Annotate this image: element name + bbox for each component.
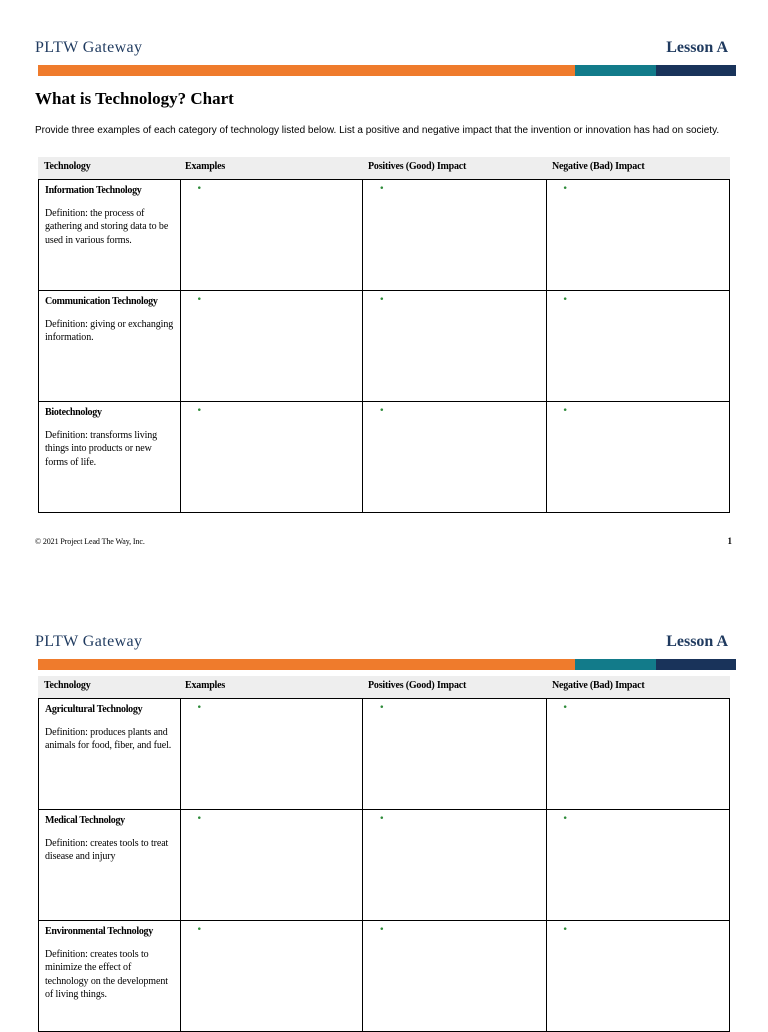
bullet-icon: • xyxy=(196,703,202,713)
bullet-icon: • xyxy=(562,925,568,935)
positives-cell[interactable] xyxy=(362,699,545,809)
bullet-icon: • xyxy=(379,703,385,713)
bullet-icon: • xyxy=(196,295,202,305)
table-row xyxy=(38,921,730,1032)
bullet-icon: • xyxy=(562,814,568,824)
column-header-technology: Technology xyxy=(44,161,91,172)
technology-definition: Definition: produces plants and animals for food, fiber, and fuel. xyxy=(45,726,172,751)
bullet-icon: • xyxy=(562,406,568,416)
table-row xyxy=(38,699,730,810)
table-header-row xyxy=(38,157,730,180)
technology-definition: Definition: giving or exchanging information. xyxy=(45,318,174,343)
positives-cell[interactable] xyxy=(362,921,545,1031)
column-header-positives: Positives (Good) Impact xyxy=(368,161,467,172)
technology-cell xyxy=(39,402,180,512)
bar-orange-segment xyxy=(38,65,575,76)
technology-name: Communication Technology xyxy=(45,296,158,307)
column-header-examples: Examples xyxy=(185,680,226,691)
technology-name: Biotechnology xyxy=(45,407,102,418)
technology-cell xyxy=(39,180,180,290)
bar-orange-segment xyxy=(38,659,575,670)
positives-cell[interactable] xyxy=(362,402,545,512)
table-row xyxy=(38,291,730,402)
negatives-cell[interactable] xyxy=(546,810,729,920)
bullet-icon: • xyxy=(562,703,568,713)
column-header-technology: Technology xyxy=(44,680,91,691)
bullet-icon: • xyxy=(562,184,568,194)
header-lesson: Lesson A xyxy=(666,39,728,56)
examples-cell[interactable] xyxy=(180,402,362,512)
bar-navy-segment xyxy=(656,659,736,670)
negatives-cell[interactable] xyxy=(546,402,729,512)
column-header-negatives: Negative (Bad) Impact xyxy=(552,161,645,172)
bullet-icon: • xyxy=(379,925,385,935)
technology-definition: Definition: creates tools to treat disease and injury xyxy=(45,837,169,862)
positives-cell[interactable] xyxy=(362,291,545,401)
positives-cell[interactable] xyxy=(362,810,545,920)
technology-cell xyxy=(39,291,180,401)
technology-name: Information Technology xyxy=(45,185,142,196)
bar-navy-segment xyxy=(656,65,736,76)
column-header-negatives: Negative (Bad) Impact xyxy=(552,680,645,691)
technology-cell xyxy=(39,810,180,920)
header-color-bar xyxy=(38,659,736,670)
header-course-name: PLTW Gateway xyxy=(35,633,143,650)
bullet-icon: • xyxy=(196,184,202,194)
header-color-bar xyxy=(38,65,736,76)
bullet-icon: • xyxy=(379,184,385,194)
examples-cell[interactable] xyxy=(180,180,362,290)
column-header-examples: Examples xyxy=(185,161,226,172)
bullet-icon: • xyxy=(379,406,385,416)
bullet-icon: • xyxy=(196,814,202,824)
technology-chart-table xyxy=(38,157,730,513)
technology-chart-table xyxy=(38,676,730,1032)
instructions: Provide three examples of each category of technology listed below. List a positive and negative impact that the invention or innovation has had on society. xyxy=(35,125,720,136)
technology-definition: Definition: creates tools to minimize the effect of technology on the development of living things. xyxy=(45,948,168,1000)
page-number: 1 xyxy=(727,536,732,546)
page-2 xyxy=(0,594,768,1024)
bullet-icon: • xyxy=(196,925,202,935)
bullet-icon: • xyxy=(379,295,385,305)
examples-cell[interactable] xyxy=(180,699,362,809)
technology-cell xyxy=(39,921,180,1031)
table-row xyxy=(38,180,730,291)
technology-definition: Definition: the process of gathering and storing data to be used in various forms. xyxy=(45,207,169,246)
table-row xyxy=(38,810,730,921)
copyright-footer: © 2021 Project Lead The Way, Inc. xyxy=(35,537,145,546)
page-title: What is Technology? Chart xyxy=(35,89,234,108)
table-row xyxy=(38,402,730,513)
negatives-cell[interactable] xyxy=(546,180,729,290)
examples-cell[interactable] xyxy=(180,810,362,920)
technology-name: Agricultural Technology xyxy=(45,704,143,715)
header-course-name: PLTW Gateway xyxy=(35,39,143,56)
bullet-icon: • xyxy=(562,295,568,305)
technology-name: Medical Technology xyxy=(45,815,125,826)
bullet-icon: • xyxy=(196,406,202,416)
bullet-icon: • xyxy=(379,814,385,824)
bar-teal-segment xyxy=(575,65,656,76)
technology-name: Environmental Technology xyxy=(45,926,153,937)
column-header-positives: Positives (Good) Impact xyxy=(368,680,467,691)
negatives-cell[interactable] xyxy=(546,921,729,1031)
table-header-row xyxy=(38,676,730,699)
technology-definition: Definition: transforms living things into products or new forms of life. xyxy=(45,429,158,468)
header-lesson: Lesson A xyxy=(666,633,728,650)
bar-teal-segment xyxy=(575,659,656,670)
positives-cell[interactable] xyxy=(362,180,545,290)
negatives-cell[interactable] xyxy=(546,291,729,401)
negatives-cell[interactable] xyxy=(546,699,729,809)
examples-cell[interactable] xyxy=(180,921,362,1031)
examples-cell[interactable] xyxy=(180,291,362,401)
technology-cell xyxy=(39,699,180,809)
